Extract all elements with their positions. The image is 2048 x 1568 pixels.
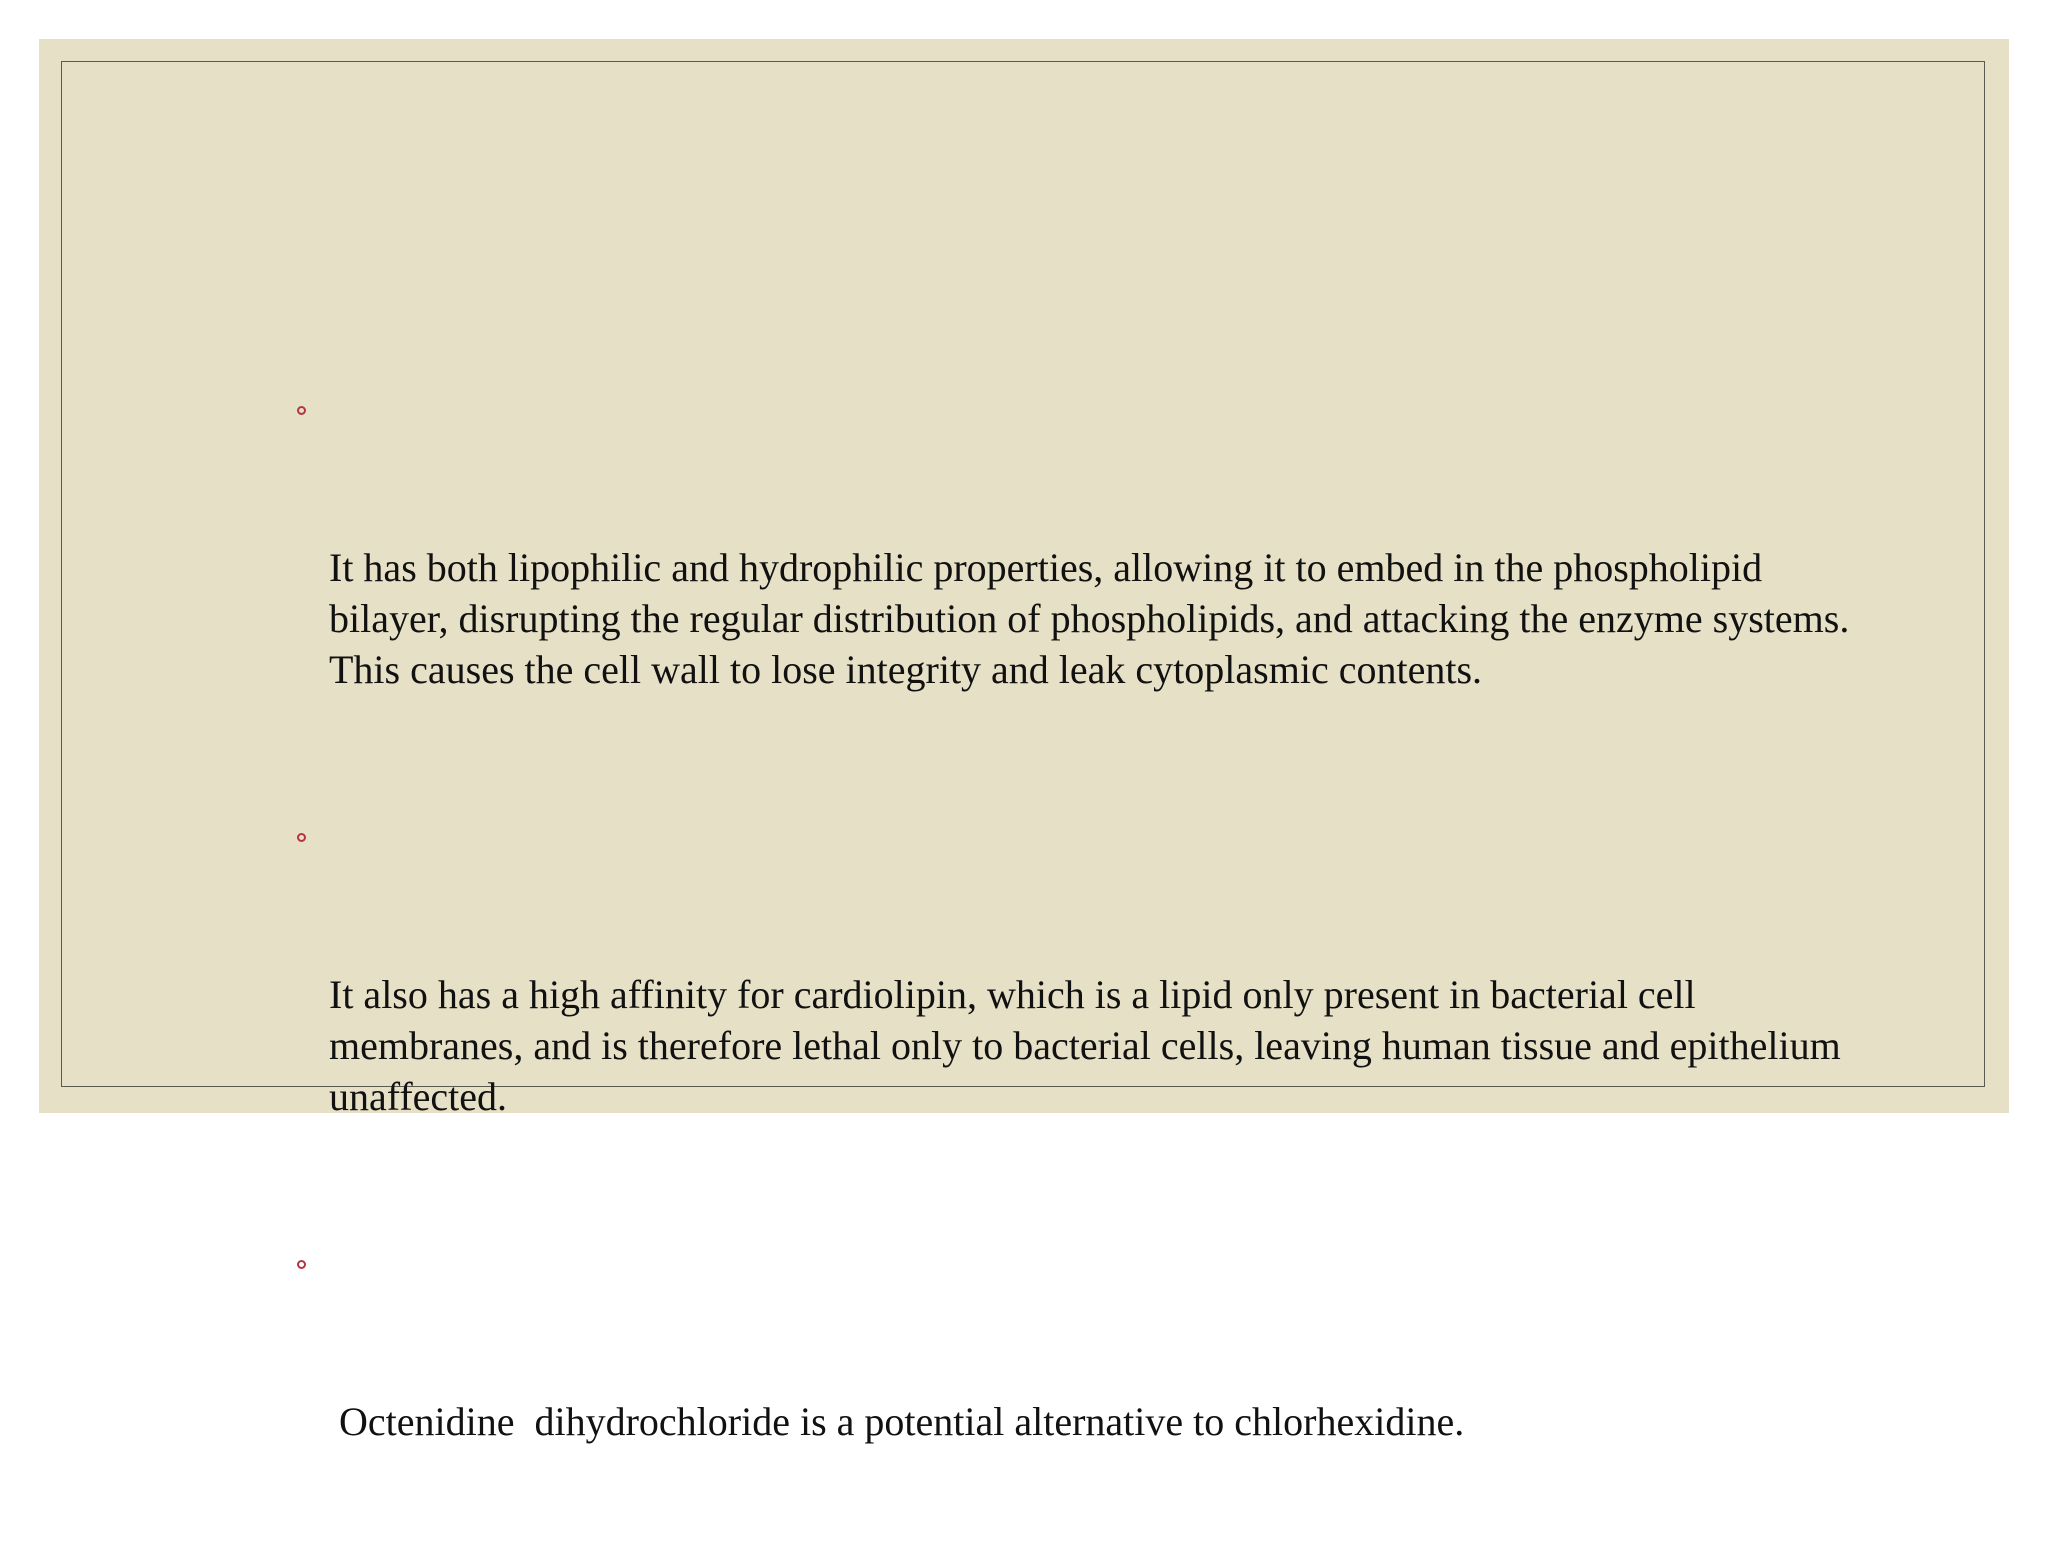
bullet-circle-icon <box>297 1260 306 1269</box>
bullet-item <box>289 816 1869 1224</box>
bullet-text: It has both lipophilic and hydrophilic properties, allowing it to embed in the phospholipid bilayer, disrupting the regular distribution of phospholipids, and attacking the enzyme systems. This causes the cell wall to lose integrity and leak cytoplasmic contents. <box>329 545 1859 692</box>
slide <box>39 39 2009 1444</box>
bullet-circle-icon <box>297 833 306 842</box>
bullet-circle-icon <box>297 406 306 415</box>
bullet-list <box>289 389 1869 1568</box>
bullet-item <box>289 1243 1869 1549</box>
bullet-text: It also has a high affinity for cardiolipin, which is a lipid only present in bacterial cell membranes, and is therefore lethal only to bacterial cells, leaving human tissue and epithelium unaffected. <box>329 972 1851 1119</box>
bullet-text: Octenidine dihydrochloride is a potential alternative to chlorhexidine. <box>329 1399 1465 1444</box>
bullet-item <box>289 389 1869 797</box>
